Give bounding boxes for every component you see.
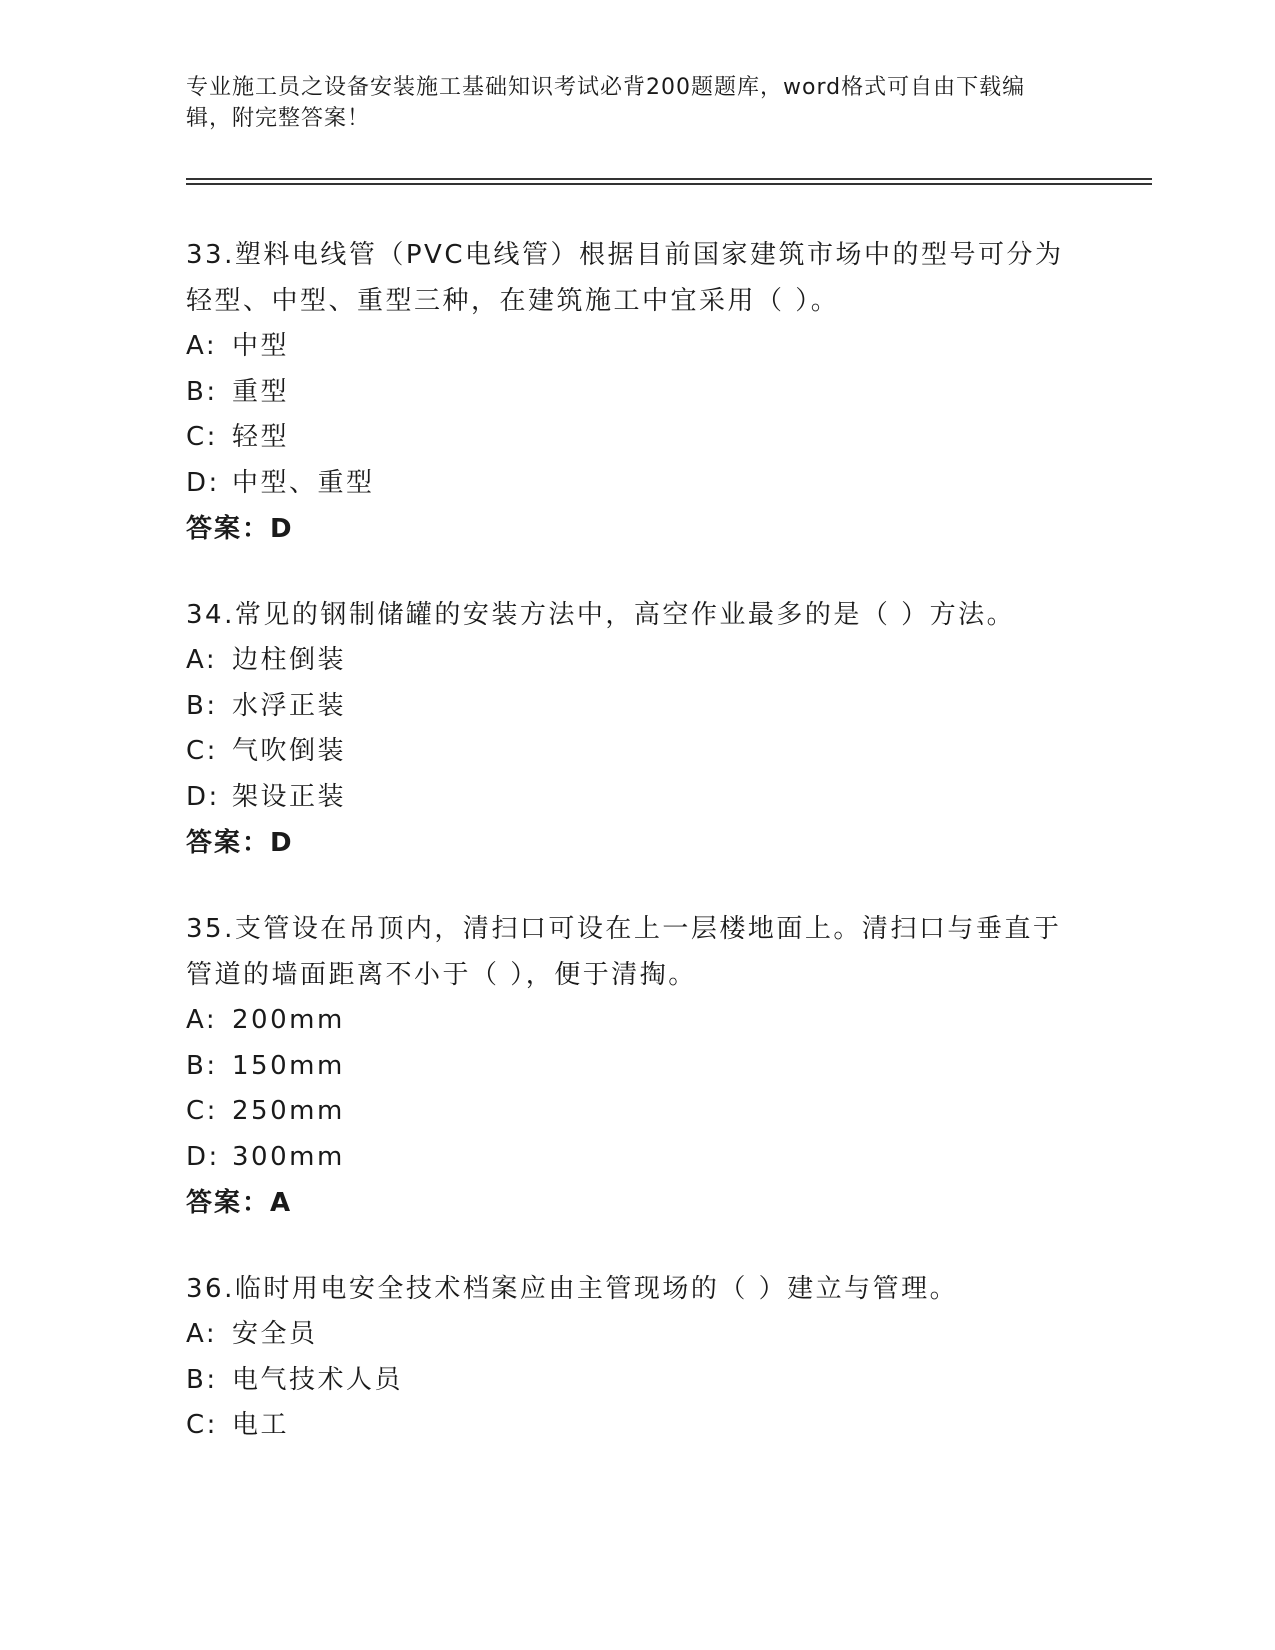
option-text: 轻型 [232, 422, 290, 452]
header-rule-bottom [186, 183, 1152, 185]
option-letter: D: [186, 781, 220, 812]
option-c [186, 415, 1086, 461]
question-text: 33.塑料电线管（PVC电线管）根据目前国家建筑市场中的型号可分为轻型、中型、重型三种，在建筑施工中宜采用（ ）。 [186, 240, 1064, 316]
option-c [186, 1089, 1086, 1135]
option-text: 中型、重型 [232, 467, 375, 498]
question-36 [186, 1266, 1086, 1449]
document-header: 专业施工员之设备安装施工基础知识考试必背200题题库，word格式可自由下载编辑，附完整答案！ [186, 75, 1026, 131]
option-c [186, 1403, 1086, 1449]
option-d [186, 775, 1086, 821]
option-letter: C: [186, 422, 218, 452]
option-a [186, 998, 1086, 1044]
option-letter: B: [186, 1050, 218, 1081]
question-35 [186, 906, 1086, 1226]
option-b [186, 1358, 1086, 1404]
answer-label: 答案：D [186, 828, 294, 858]
option-letter: D: [186, 1141, 220, 1172]
question-33 [186, 232, 1086, 552]
option-letter: B: [186, 1364, 218, 1395]
option-text: 200mm [232, 1005, 345, 1035]
option-a [186, 324, 1086, 370]
option-a [186, 1312, 1086, 1358]
option-letter: A: [186, 1005, 218, 1035]
option-c [186, 729, 1086, 775]
answer-label: 答案：A [186, 1188, 293, 1218]
question-text: 35.支管设在吊顶内，清扫口可设在上一层楼地面上。清扫口与垂直于管道的墙面距离不小于（ ），便于清掏。 [186, 914, 1062, 990]
option-letter: B: [186, 376, 218, 407]
option-letter: C: [186, 1096, 218, 1126]
header-rule-top [186, 178, 1152, 180]
option-d [186, 1135, 1086, 1181]
option-b [186, 1044, 1086, 1090]
option-letter: C: [186, 1410, 218, 1440]
option-text: 300mm [232, 1141, 345, 1172]
option-letter: A: [186, 645, 218, 675]
option-d [186, 461, 1086, 507]
question-34 [186, 592, 1086, 866]
option-letter: B: [186, 690, 218, 721]
option-letter: A: [186, 1319, 218, 1349]
answer-label: 答案：D [186, 514, 294, 544]
option-text: 电工 [232, 1410, 290, 1440]
option-text: 边柱倒装 [232, 645, 347, 675]
option-text: 中型 [232, 331, 290, 361]
option-text: 电气技术人员 [232, 1364, 404, 1395]
question-text: 34.常见的钢制储罐的安装方法中，高空作业最多的是（ ）方法。 [186, 600, 1016, 630]
option-text: 架设正装 [232, 781, 347, 812]
option-text: 气吹倒装 [232, 736, 347, 766]
question-list [186, 232, 1086, 1489]
option-text: 安全员 [232, 1319, 318, 1349]
option-letter: A: [186, 331, 218, 361]
option-letter: C: [186, 736, 218, 766]
option-text: 重型 [232, 376, 290, 407]
option-a [186, 638, 1086, 684]
option-text: 250mm [232, 1096, 345, 1126]
question-text: 36.临时用电安全技术档案应由主管现场的（ ）建立与管理。 [186, 1274, 959, 1304]
option-text: 水浮正装 [232, 690, 347, 721]
option-text: 150mm [232, 1050, 345, 1081]
option-b [186, 370, 1086, 416]
option-letter: D: [186, 467, 220, 498]
option-b [186, 684, 1086, 730]
